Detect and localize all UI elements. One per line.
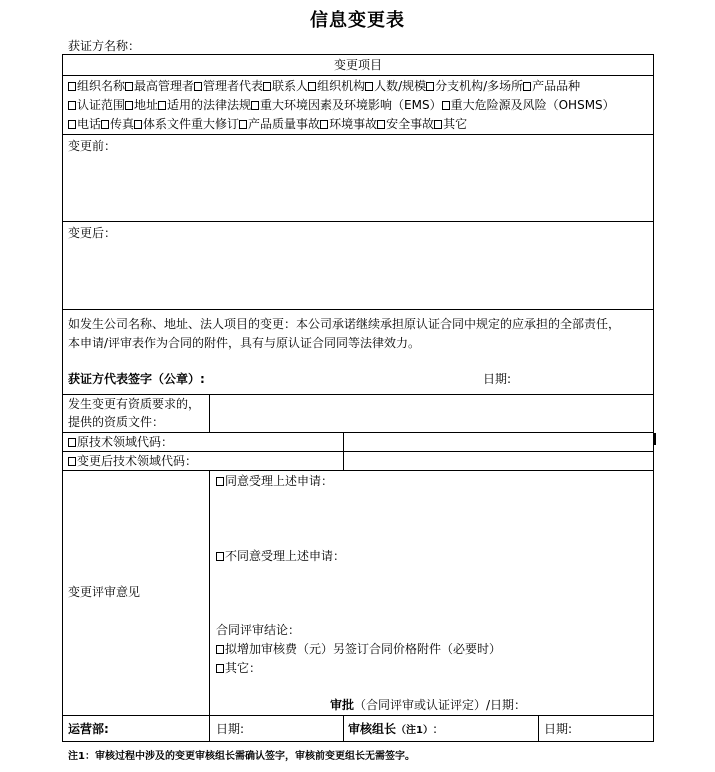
- checkbox-icon[interactable]: [68, 82, 76, 91]
- change-item-option[interactable]: 组织机构: [308, 79, 365, 93]
- change-item-option[interactable]: 组织名称: [68, 79, 125, 93]
- signature-date-label: 日期:: [483, 372, 512, 386]
- change-item-option[interactable]: 地址: [125, 98, 158, 112]
- checkbox-icon[interactable]: [426, 82, 434, 91]
- operations-date-label: 日期:: [216, 722, 245, 736]
- checkbox-icon[interactable]: [68, 120, 76, 129]
- change-item-option[interactable]: 管理者代表: [194, 79, 263, 93]
- other-option: 其它：: [216, 659, 261, 677]
- change-items-row: [68, 115, 467, 133]
- checkbox-icon[interactable]: [68, 101, 76, 110]
- checkbox-icon[interactable]: [134, 120, 142, 129]
- checkbox-icon[interactable]: [216, 477, 224, 486]
- form-title: 信息变更表: [310, 10, 405, 31]
- checkbox-icon[interactable]: [68, 438, 76, 447]
- change-item-option[interactable]: 电话: [68, 117, 101, 131]
- applicant-name-label: 获证方名称：: [68, 39, 141, 53]
- team-leader-date-label: 日期:: [544, 722, 573, 736]
- checkbox-icon[interactable]: [158, 101, 166, 110]
- checkbox-icon[interactable]: [216, 552, 224, 561]
- checkbox-icon[interactable]: [523, 82, 531, 91]
- checkbox-icon[interactable]: [216, 664, 224, 673]
- contract-review-conclusion: 合同评审结论：: [216, 623, 301, 637]
- change-items-header: 变更项目: [333, 58, 382, 72]
- checkbox-icon[interactable]: [263, 82, 271, 91]
- change-item-option[interactable]: 联系人: [263, 79, 308, 93]
- checkbox-icon[interactable]: [442, 101, 450, 110]
- qualification-line-2: 提供的资质文件：: [68, 415, 165, 429]
- original-code-label: 原技术领域代码：: [68, 433, 173, 451]
- commitment-line-1: 如发生公司名称、地址、法人项目的变更：本公司承诺继续承担原认证合同中规定的应承担的全部责任，: [68, 317, 621, 331]
- change-item-option[interactable]: 人数/规模: [365, 79, 426, 93]
- change-item-option[interactable]: 产品质量事故: [239, 117, 320, 131]
- change-item-option[interactable]: 其它: [434, 117, 467, 131]
- change-item-option[interactable]: 传真: [101, 117, 134, 131]
- checkbox-icon[interactable]: [216, 645, 224, 654]
- additional-fee-option: 拟增加审核费（元）另签订合同价格附件（必要时）: [216, 640, 501, 658]
- checkbox-icon[interactable]: [68, 457, 76, 466]
- new-code-label: 变更后技术领域代码：: [68, 452, 197, 470]
- change-item-option[interactable]: 产品品种: [523, 79, 580, 93]
- checkbox-icon[interactable]: [239, 120, 247, 129]
- change-item-option[interactable]: 安全事故: [377, 117, 434, 131]
- representative-signature-label: 获证方代表签字（公章）:: [68, 372, 205, 386]
- change-item-option[interactable]: 体系文件重大修订: [134, 117, 239, 131]
- change-item-option[interactable]: 重大危险源及风险（OHSMS）: [442, 98, 615, 112]
- after-change-label: 变更后：: [68, 226, 117, 240]
- qualification-line-1: 发生变更有资质要求的，: [68, 397, 201, 411]
- checkbox-icon[interactable]: [308, 82, 316, 91]
- change-items-row: [68, 96, 615, 114]
- change-item-option[interactable]: 最高管理者: [125, 79, 194, 93]
- approval-label: 审批（合同评审或认证评定）/日期：: [330, 698, 527, 712]
- checkbox-icon[interactable]: [365, 82, 373, 91]
- operations-dept-label: 运营部:: [68, 722, 109, 736]
- change-item-option[interactable]: 适用的法律法规: [158, 98, 251, 112]
- checkbox-icon[interactable]: [194, 82, 202, 91]
- checkbox-icon[interactable]: [125, 82, 133, 91]
- team-leader-label: 审核组长（注1）:: [348, 722, 438, 736]
- before-change-label: 变更前：: [68, 139, 117, 153]
- agree-option: 同意受理上述申请：: [216, 472, 333, 490]
- change-item-option[interactable]: 重大环境因素及环境影响（EMS）: [251, 98, 442, 112]
- disagree-option: 不同意受理上述申请：: [216, 547, 345, 565]
- checkbox-icon[interactable]: [251, 101, 259, 110]
- review-opinion-label: 变更评审意见: [68, 585, 141, 599]
- change-item-option[interactable]: 分支机构/多场所: [426, 79, 523, 93]
- checkbox-icon[interactable]: [125, 101, 133, 110]
- footnote: 注1：审核过程中涉及的变更审核组长需确认签字，审核前变更组长无需签字。: [68, 751, 415, 762]
- change-items-row: [68, 77, 580, 95]
- commitment-line-2: 本申请/评审表作为合同的附件，具有与原认证合同同等法律效力。: [68, 336, 421, 350]
- change-item-option[interactable]: 环境事故: [320, 117, 377, 131]
- checkbox-icon[interactable]: [320, 120, 328, 129]
- checkbox-icon[interactable]: [101, 120, 109, 129]
- checkbox-icon[interactable]: [377, 120, 385, 129]
- checkbox-icon[interactable]: [434, 120, 442, 129]
- change-item-option[interactable]: 认证范围: [68, 98, 125, 112]
